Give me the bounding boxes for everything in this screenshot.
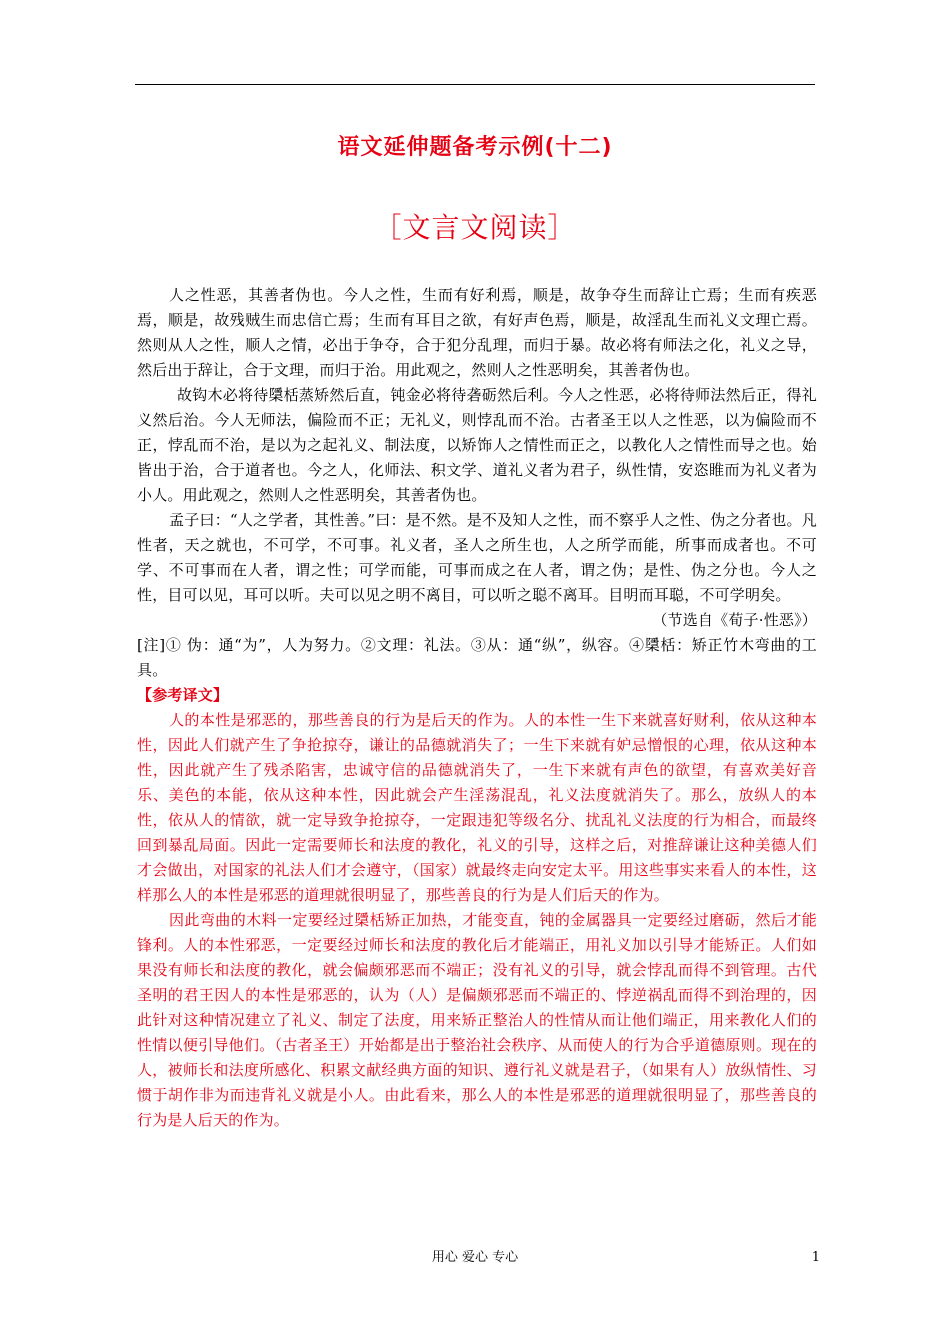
page-title: 语文延伸题备考示例(十二) (337, 135, 613, 160)
document-body (137, 283, 817, 1133)
page-number: 1 (811, 1250, 820, 1265)
passage-source: （节选自《荀子·性恶》） (652, 611, 817, 629)
translation-label: 【参考译文】 (137, 686, 229, 704)
translation-paragraph-1: 人的本性是邪恶的，那些善良的行为是后天的作为。人的本性一生下来就喜好财利，依从这种本性，因此人们就产生了争抢掠夺，谦让的品德就消失了；一生下来就有妒忌憎恨的心理，依从这种本性，因此就产生了残杀陷害，忠诚守信的品德就消失了，一生下来就有声色的欲望，有喜欢美好音乐、美色的本能，依从这种本性，因此就会产生淫荡混乱，礼义法度就消失了。那么，放纵人的本性，依从人的情欲，就一定导致争抢掠夺，一定跟违犯等级名分、扰乱礼义法度的行为相合，而最终回到暴乱局面。因此一定需要师长和法度的教化，礼义的引导，这样之后，对推辞谦让这种美德人们才会做出，对国家的礼法人们才会遵守，（国家）就最终走向安定太平。用这些事实来看人的本性，这样那么人的本性是邪恶的道理就很明显了，那些善良的行为是人们后天的作为。 (137, 711, 817, 904)
translation-paragraph-2: 因此弯曲的木料一定要经过檃栝矫正加热，才能变直，钝的金属器具一定要经过磨砺，然后才能锋利。人的本性邪恶，一定要经过师长和法度的教化后才能端正，用礼义加以引导才能矫正。人们如果没有师长和法度的教化，就会偏颇邪恶而不端正；没有礼义的引导，就会悖乱而得不到管理。古代圣明的君王因人的本性是邪恶的，认为（人）是偏颇邪恶而不端正的、悖逆祸乱而得不到治理的，因此针对这种情况建立了礼义、制定了法度，用来矫正整治人的性情从而让他们端正，用来教化人们的性情以便引导他们。（古者圣王）开始都是出于整治社会秩序、从而使人的行为合乎道德原则。现在的人，被师长和法度所感化、积累文献经典方面的知识、遵行礼义就是君子，（如果有人）放纵情性、习惯于胡作非为而违背礼义就是小人。由此看来，那么人的本性是邪恶的道理就很明显了，那些善良的行为是人后天的作为。 (137, 911, 817, 1129)
passage-paragraph-3: 孟子曰：“人之学者，其性善。”曰：是不然。是不及知人之性，而不察乎人之性、伪之分者也。凡性者，天之就也，不可学，不可事。礼义者，圣人之所生也，人之所学而能，所事而成者也。不可学、不可事而在人者，谓之性；可学而能，可事而成之在人者，谓之伪；是性、伪之分也。今人之性，目可以见，耳可以听。夫可以见之明不离目，可以听之聪不离耳。目明而耳聪，不可学明矣。 (137, 511, 817, 604)
section-heading: ［文言文阅读］ (373, 211, 577, 244)
annotation-note: [注]① 伪：通“为”，人为努力。②文理：礼法。③从：通“纵”，纵容。④檃栝：矫正竹木弯曲的工具。 (137, 636, 817, 679)
passage-paragraph-1: 人之性恶，其善者伪也。今人之性，生而有好利焉，顺是，故争夺生而辞让亡焉；生而有疾恶焉，顺是，故残贼生而忠信亡焉；生而有耳目之欲，有好声色焉，顺是，故淫乱生而礼义文理亡焉。然则从人之性，顺人之情，必出于争夺，合于犯分乱理，而归于暴。故必将有师法之化，礼义之导，然后出于辞让，合于文理，而归于治。用此观之，然则人之性恶明矣，其善者伪也。 (137, 286, 817, 379)
passage-paragraph-2: 故钩木必将待檃栝蒸矫然后直，钝金必将待砻砺然后利。今人之性恶，必将待师法然后正，得礼义然后治。今人无师法，偏险而不正；无礼义，则悖乱而不治。古者圣王以人之性恶，以为偏险而不正，悖乱而不治，是以为之起礼义、制法度，以矫饰人之情性而正之，以教化人之情性而导之也。始皆出于治，合于道者也。今之人，化师法、积文学、道礼义者为君子，纵性情，安恣睢而为礼义者为小人。用此观之，然则人之性恶明矣，其善者伪也。 (137, 386, 817, 504)
header-rule (135, 84, 815, 85)
footer-motto: 用心 爱心 专心 (431, 1250, 519, 1265)
